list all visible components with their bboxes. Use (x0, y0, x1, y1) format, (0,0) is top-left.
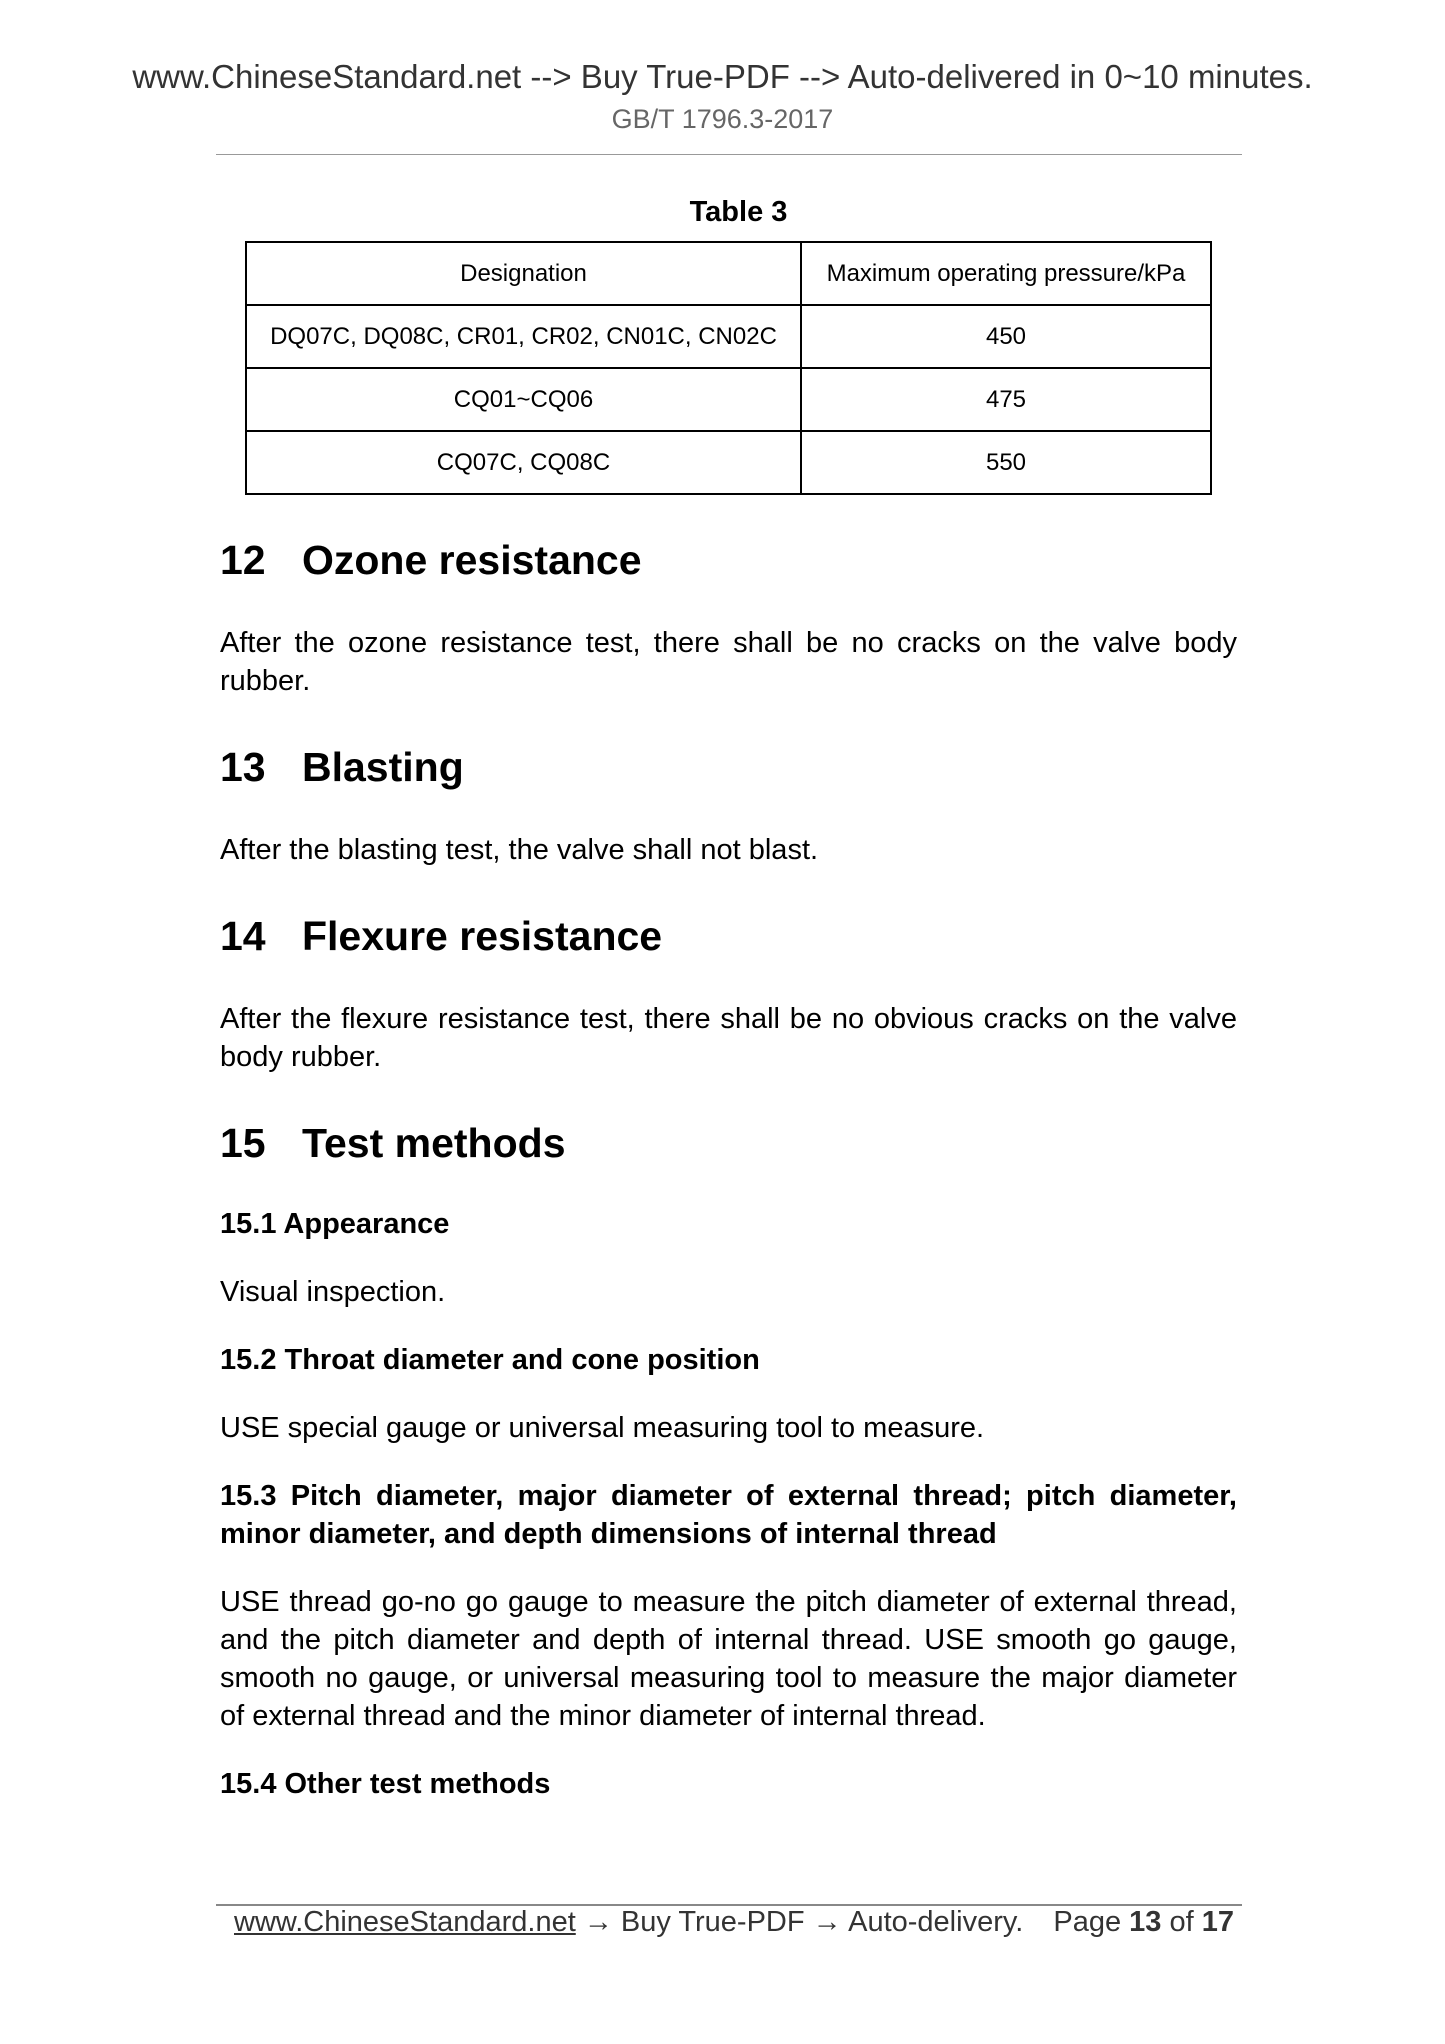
pressure-table (245, 241, 1212, 495)
section-12-heading (220, 537, 1237, 584)
designation-cell: CQ01~CQ06 (246, 368, 801, 431)
table-title: Table 3 (689, 196, 788, 228)
table-row (246, 368, 1211, 431)
pressure-cell: 450 (801, 305, 1211, 368)
subsection-15-4-heading: 15.4 Other test methods (220, 1768, 551, 1800)
section-number: 13 (220, 744, 266, 790)
subsection-15-3-heading: 15.3 Pitch diameter, major diameter of external thread; pitch diameter, minor diameter, and depth dimensions of internal thread (220, 1480, 1237, 1550)
table-row (246, 431, 1211, 494)
designation-cell: DQ07C, DQ08C, CR01, CR02, CN01C, CN02C (246, 305, 801, 368)
page-footer (234, 1906, 1234, 1939)
pressure-cell: 475 (801, 368, 1211, 431)
subsection-15-2-heading: 15.2 Throat diameter and cone position (220, 1344, 760, 1376)
page-content (220, 196, 1237, 1803)
section-title: Ozone resistance (302, 537, 642, 583)
column-header-designation: Designation (246, 242, 801, 305)
subsection-15-2-text: USE special gauge or universal measuring tool to measure. (220, 1412, 985, 1444)
header-divider (216, 154, 1242, 155)
page-indicator (1053, 1906, 1234, 1939)
section-title: Blasting (302, 744, 464, 790)
column-header-pressure: Maximum operating pressure/kPa (801, 242, 1211, 305)
section-12-text: After the ozone resistance test, there shall be no cracks on the valve body rubber. (220, 627, 1237, 697)
page-label: Page (1053, 1906, 1122, 1938)
of-label: of (1169, 1906, 1194, 1938)
section-title: Flexure resistance (302, 913, 663, 959)
section-15-heading (220, 1120, 1237, 1167)
designation-cell: CQ07C, CQ08C (246, 431, 801, 494)
footer-text: → Buy True-PDF → Auto-delivery. (575, 1906, 1024, 1938)
footer-site-link[interactable]: www.ChineseStandard.net (234, 1906, 576, 1938)
section-title: Test methods (302, 1120, 566, 1166)
section-number: 12 (220, 537, 266, 583)
total-pages-number: 17 (1201, 1906, 1234, 1938)
current-page-number: 13 (1129, 1906, 1162, 1938)
section-13-text: After the blasting test, the valve shall not blast. (220, 834, 819, 866)
pressure-cell: 550 (801, 431, 1211, 494)
subsection-15-1-text: Visual inspection. (220, 1276, 446, 1308)
section-number: 14 (220, 913, 266, 959)
section-14-heading (220, 913, 1237, 960)
section-number: 15 (220, 1120, 266, 1166)
section-14-text: After the flexure resistance test, there shall be no obvious cracks on the valve body rubber. (220, 1003, 1237, 1073)
table-header-row (246, 242, 1211, 305)
subsection-15-1-heading: 15.1 Appearance (220, 1208, 450, 1240)
table-row (246, 305, 1211, 368)
subsection-15-3-text: USE thread go-no go gauge to measure the pitch diameter of external thread, and the pitch diameter and depth of internal thread. USE smooth go gauge, smooth no gauge, or universal measuring tool to measure the major diameter of external thread and the minor diameter of internal thread. (220, 1586, 1237, 1732)
document-id: GB/T 1796.3-2017 (611, 104, 834, 134)
section-13-heading (220, 744, 1237, 791)
header-banner: www.ChineseStandard.net --> Buy True-PDF --> Auto-delivered in 0~10 minutes. (132, 58, 1313, 95)
